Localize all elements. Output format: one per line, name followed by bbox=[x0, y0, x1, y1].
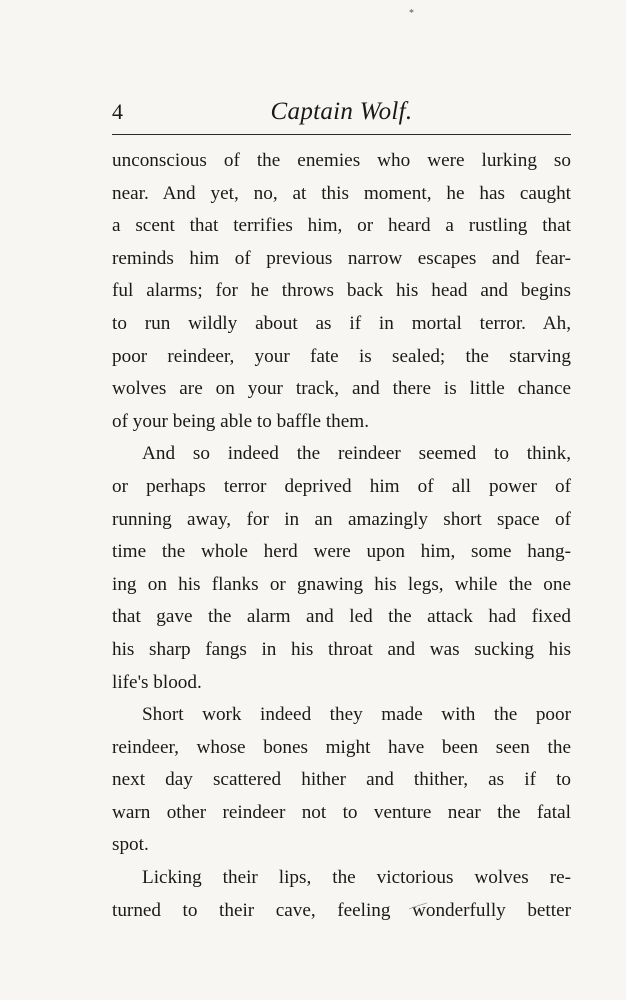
text-line: next day scattered hither and thither, as if to bbox=[112, 769, 571, 791]
header-rule bbox=[112, 134, 571, 135]
body-text bbox=[112, 145, 571, 927]
text-line: a scent that terrifies him, or heard a rustling that bbox=[112, 215, 571, 237]
text-line: life's blood. bbox=[112, 671, 202, 693]
text-line: Short work indeed they made with the poor bbox=[142, 704, 571, 726]
running-title: Captain Wolf. bbox=[270, 98, 413, 125]
text-line: poor reindeer, your fate is sealed; the starving bbox=[112, 345, 571, 367]
page-number: 4 bbox=[112, 99, 123, 124]
text-line: reindeer, whose bones might have been seen the bbox=[112, 736, 571, 758]
text-line: his sharp fangs in his throat and was sucking his bbox=[112, 638, 571, 660]
text-line: reminds him of previous narrow escapes and fear- bbox=[112, 247, 571, 269]
text-line: that gave the alarm and led the attack had fixed bbox=[112, 606, 571, 628]
text-line: turned to their cave, feeling wonderfully better bbox=[112, 899, 571, 921]
page-header bbox=[112, 92, 571, 132]
page-smudge bbox=[408, 902, 428, 910]
text-line: And so indeed the reindeer seemed to think, bbox=[142, 443, 571, 465]
text-line: spot. bbox=[112, 834, 149, 856]
text-line: warn other reindeer not to venture near the fatal bbox=[112, 801, 571, 823]
text-line: wolves are on your track, and there is little chance bbox=[112, 378, 571, 400]
text-line: to run wildly about as if in mortal terror. Ah, bbox=[112, 312, 571, 334]
text-line: or perhaps terror deprived him of all power of bbox=[112, 475, 571, 497]
text-line: ing on his flanks or gnawing his legs, while the one bbox=[112, 573, 571, 595]
text-line: of your being able to baffle them. bbox=[112, 410, 369, 432]
text-line: ful alarms; for he throws back his head and begins bbox=[112, 280, 571, 302]
text-line: time the whole herd were upon him, some hang- bbox=[112, 541, 571, 563]
text-line: near. And yet, no, at this moment, he has caught bbox=[112, 182, 571, 204]
text-line: running away, for in an amazingly short space of bbox=[112, 508, 571, 530]
top-mark: * bbox=[409, 8, 414, 19]
text-line: unconscious of the enemies who were lurking so bbox=[112, 150, 571, 171]
text-line: Licking their lips, the victorious wolves re- bbox=[142, 867, 571, 889]
